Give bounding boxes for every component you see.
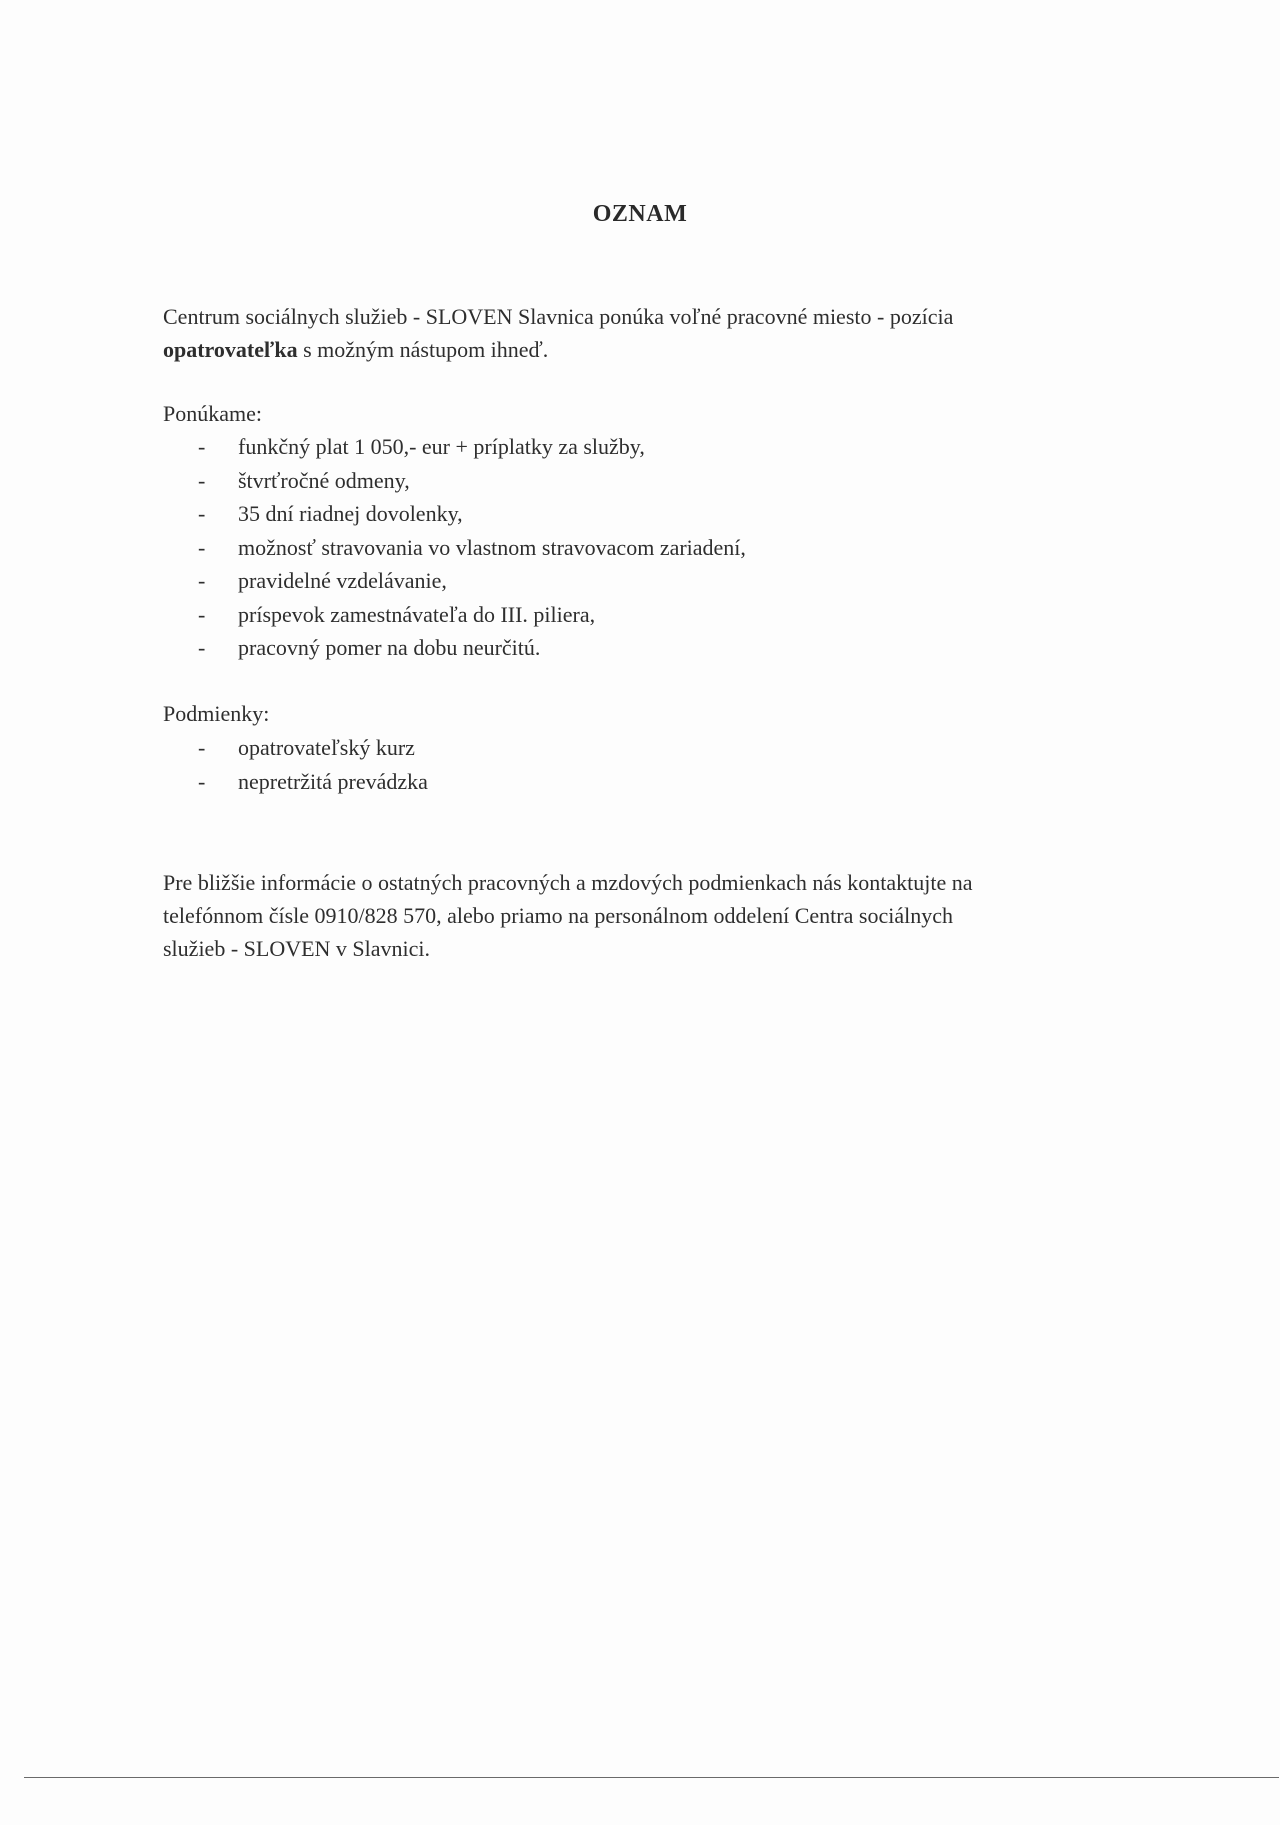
list-item: - pravidelné vzdelávanie, — [163, 564, 1123, 598]
conditions-list — [163, 731, 1123, 798]
intro-line-2 — [163, 333, 1123, 366]
dash-bullet: - — [198, 434, 206, 459]
dash-bullet: - — [198, 501, 206, 526]
footer-divider — [24, 1777, 1279, 1778]
list-item: - nepretržitá prevádzka — [163, 765, 1123, 799]
dash-bullet: - — [198, 635, 206, 660]
dash-bullet: - — [198, 768, 206, 794]
dash-bullet: - — [198, 534, 206, 560]
dash-bullet: - — [198, 467, 206, 493]
dash-bullet: - — [198, 735, 206, 760]
contact-paragraph — [163, 866, 1123, 965]
list-item: - pracovný pomer na dobu neurčitú. — [163, 631, 1123, 665]
intro-line-2-rest: s možným nástupom ihneď. — [297, 337, 549, 362]
position-name: opatrovateľka — [163, 337, 298, 362]
contact-line-2: telefónnom čísle 0910/828 570, alebo priamo na personálnom oddelení Centra sociálnych — [163, 903, 953, 928]
list-item: - funkčný plat 1 050,- eur + príplatky za služby, — [163, 430, 1123, 464]
list-item: - možnosť stravovania vo vlastnom stravovacom zariadení, — [163, 531, 1123, 565]
contact-line-1: Pre bližšie informácie o ostatných pracovných a mzdových podmienkach nás kontaktujte na — [163, 870, 973, 895]
list-item: - 35 dní riadnej dovolenky, — [163, 497, 1123, 531]
intro-line-1: Centrum sociálnych služieb - SLOVEN Slavnica ponúka voľné pracovné miesto - pozícia — [163, 304, 954, 329]
list-item: - štvrťročné odmeny, — [163, 464, 1123, 498]
list-item: - príspevok zamestnávateľa do III. piliera, — [163, 598, 1123, 632]
intro-paragraph — [163, 300, 1123, 366]
contact-line-3: služieb - SLOVEN v Slavnici. — [163, 936, 431, 961]
dash-bullet: - — [198, 568, 206, 593]
conditions-heading: Podmienky: — [163, 701, 270, 726]
list-item: - opatrovateľský kurz — [163, 731, 1123, 765]
offer-heading: Ponúkame: — [163, 401, 262, 426]
dash-bullet: - — [198, 601, 206, 627]
document-title: OZNAM — [592, 201, 688, 227]
offer-list — [163, 430, 1123, 665]
